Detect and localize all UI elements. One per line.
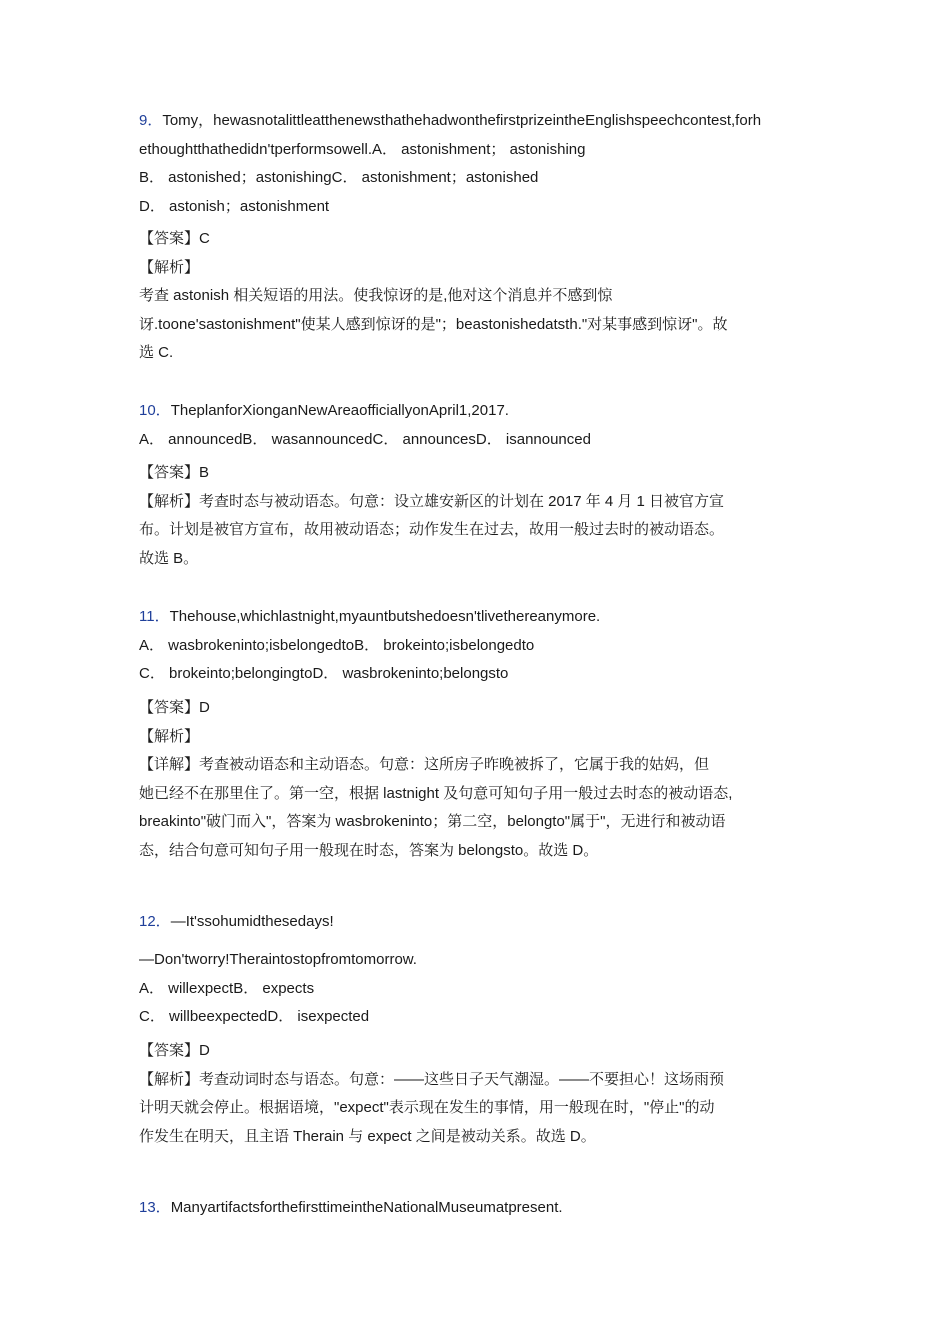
question-10 bbox=[139, 397, 819, 454]
analysis-line: 故选 B。 bbox=[139, 549, 199, 567]
analysis-line: 态，结合句意可知句子用一般现在时态，答案为 belongsto。故选 D。 bbox=[139, 841, 599, 859]
question-stem-line: 9．Tomy，hewasnotalittleatthenewsthathehadwonthefirstprizeintheEnglishspeechcontest,forh bbox=[139, 112, 762, 129]
question-number: 9． bbox=[139, 112, 163, 129]
analysis-line: 作发生在明天，且主语 Therain 与 expect 之间是被动关系。故选 D。 bbox=[139, 1127, 596, 1145]
answer-line: 【答案】C bbox=[139, 230, 210, 247]
analysis-line: 【解析】考查时态与被动语态。句意：设立雄安新区的计划在 2017 年 4 月 1 日被官方宣 bbox=[139, 492, 725, 510]
analysis-line: 她已经不在那里住了。第一空，根据 lastnight 及句意可知句子用一般过去时态的被动语态, bbox=[139, 784, 733, 802]
analysis-line: 【解析】 bbox=[139, 727, 200, 745]
analysis-line: 【解析】考查动词时态与语态。句意：——这些日子天气潮湿。——不要担心！这场雨预 bbox=[139, 1070, 725, 1088]
question-stem-line: 10．TheplanforXionganNewAreaofficiallyonApril1,2017. bbox=[139, 402, 509, 419]
answer-line: 【答案】D bbox=[139, 699, 210, 716]
answer-10 bbox=[139, 459, 819, 573]
option-line: B． astonished；astonishingC． astonishment；astonished bbox=[139, 169, 539, 186]
option-line: A． wasbrokeninto;isbelongedtoB． brokeinto;isbelongedto bbox=[139, 636, 535, 654]
option-line: A． willexpectB． expects bbox=[139, 979, 315, 997]
analysis-line: 讶.toone'sastonishment"使某人感到惊讶的是"；beastonishedatsth."对某事感到惊讶"。故 bbox=[139, 315, 728, 333]
analysis-line: 【详解】考查被动语态和主动语态。句意：这所房子昨晚被拆了，它属于我的姑妈，但 bbox=[139, 756, 710, 773]
analysis-line: 选 C. bbox=[139, 344, 174, 361]
question-stem-line: 13．ManyartifactsforthefirsttimeintheNationalMuseumatpresent. bbox=[139, 1199, 563, 1216]
answer-9 bbox=[139, 225, 819, 368]
question-stem-line: ethoughtthathedidn'tperformsowell.A． astonishment； astonishing bbox=[139, 140, 586, 158]
option-line: D． astonish；astonishment bbox=[139, 197, 330, 215]
question-9 bbox=[139, 107, 819, 221]
dialogue-reply-line: —Don'tworry!Theraintostopfromtomorrow. bbox=[139, 951, 417, 968]
question-13 bbox=[139, 1194, 819, 1223]
option-line: C． brokeinto;belongingtoD． wasbrokeninto;belongsto bbox=[139, 665, 509, 682]
analysis-line: 考查 astonish 相关短语的用法。使我惊讶的是,他对这个消息并不感到惊 bbox=[139, 287, 613, 304]
option-line: C． willbeexpectedD． isexpected bbox=[139, 1008, 370, 1025]
answer-12 bbox=[139, 1037, 819, 1151]
answer-11 bbox=[139, 694, 819, 865]
question-stem-line: 11．Thehouse,whichlastnight,myauntbutshedoesn'tlivethereanymore. bbox=[139, 608, 601, 625]
analysis-line: 【解析】 bbox=[139, 258, 200, 276]
answer-line: 【答案】D bbox=[139, 1042, 210, 1059]
question-number: 11． bbox=[139, 608, 170, 625]
analysis-line: 计明天就会停止。根据语境，"expect"表示现在发生的事情，用一般现在时，"停止"的动 bbox=[139, 1099, 715, 1116]
question-stem-line: 12．—It'ssohumidthesedays! bbox=[139, 913, 334, 930]
question-number: 13． bbox=[139, 1199, 171, 1216]
option-line: A． announcedB． wasannouncedC． announcesD． isannounced bbox=[139, 430, 591, 448]
question-11 bbox=[139, 603, 819, 689]
question-12-options bbox=[139, 946, 819, 1032]
analysis-line: 布。计划是被官方宣布，故用被动语态；动作发生在过去，故用一般过去时的被动语态。 bbox=[139, 521, 725, 538]
analysis-line: breakinto"破门而入"，答案为 wasbrokeninto；第二空，belongto"属于"，无进行和被动语 bbox=[139, 813, 726, 830]
question-12 bbox=[139, 908, 819, 937]
question-number: 12． bbox=[139, 913, 171, 930]
answer-line: 【答案】B bbox=[139, 464, 210, 481]
question-number: 10． bbox=[139, 402, 171, 419]
